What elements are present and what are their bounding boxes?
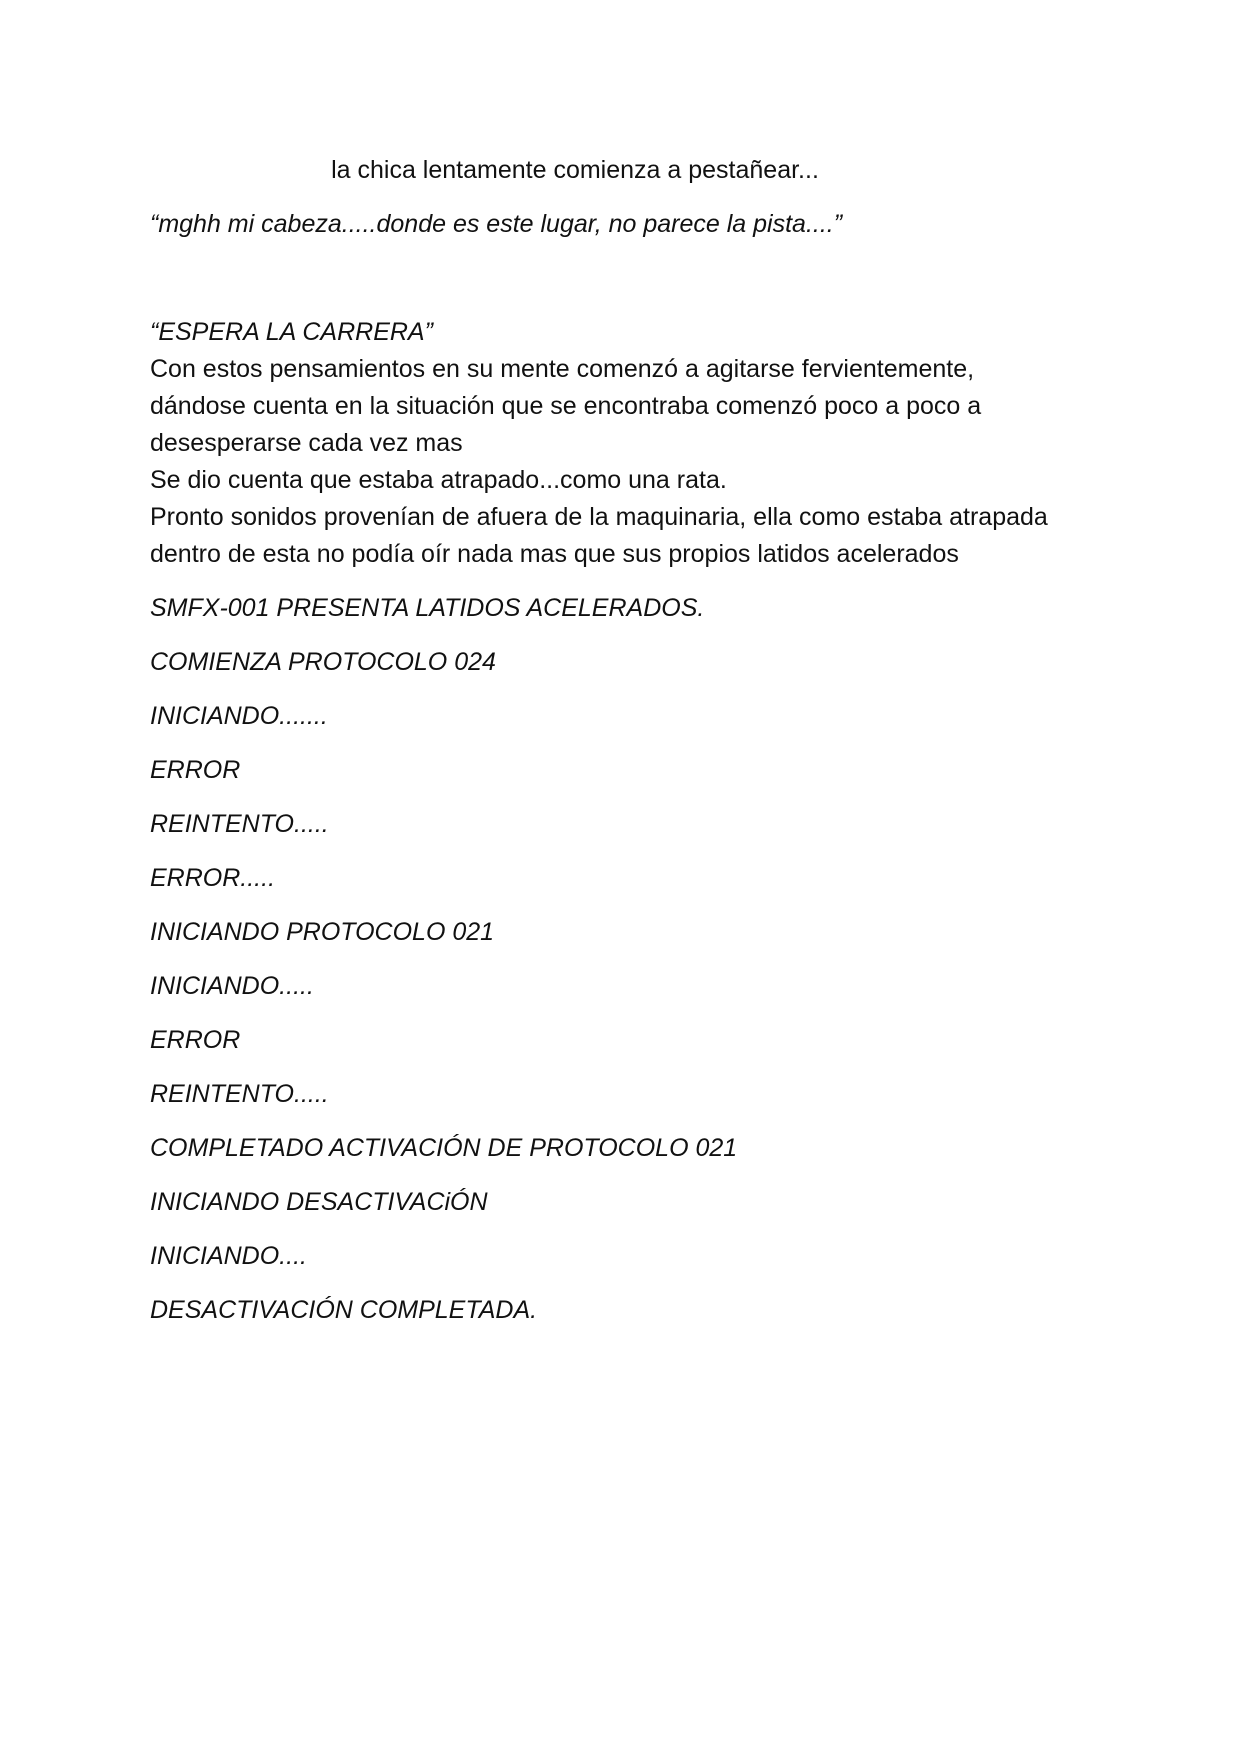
system-log <box>150 590 1050 1329</box>
system-line: INICIANDO....... <box>150 702 328 730</box>
document-body <box>150 152 1050 1329</box>
system-line: REINTENTO..... <box>150 810 329 838</box>
paragraph-3: Pronto sonidos provenían de afuera de la maquinaria, ella como estaba atrapada dentro de esta no podía oír nada mas que sus propios latidos acelerados <box>150 503 1048 568</box>
thought-line-2: “ESPERA LA CARRERA” <box>150 318 433 346</box>
system-line: INICIANDO..... <box>150 972 314 1000</box>
paragraph-2: Se dio cuenta que estaba atrapado...como una rata. <box>150 466 727 494</box>
system-line: INICIANDO.... <box>150 1242 307 1270</box>
system-line: INICIANDO DESACTIVACiÓN <box>150 1188 488 1216</box>
system-line: ERROR <box>150 756 241 784</box>
system-line: SMFX-001 PRESENTA LATIDOS ACELERADOS. <box>150 594 705 622</box>
system-line: COMIENZA PROTOCOLO 024 <box>150 648 496 676</box>
system-line: REINTENTO..... <box>150 1080 329 1108</box>
thought-line-1: “mghh mi cabeza.....donde es este lugar, no parece la pista....” <box>150 210 843 238</box>
system-line: ERROR <box>150 1026 241 1054</box>
system-line: COMPLETADO ACTIVACIÓN DE PROTOCOLO 021 <box>150 1134 738 1162</box>
system-line: ERROR..... <box>150 864 276 892</box>
system-line: DESACTIVACIÓN COMPLETADA. <box>150 1296 538 1324</box>
system-line: INICIANDO PROTOCOLO 021 <box>150 918 495 946</box>
paragraph-1: Con estos pensamientos en su mente comenzó a agitarse fervientemente, dándose cuenta en la situación que se encontraba comenzó poco a poco a desesperarse cada vez mas <box>150 355 982 457</box>
intro-line: la chica lentamente comienza a pestañear... <box>331 156 819 184</box>
